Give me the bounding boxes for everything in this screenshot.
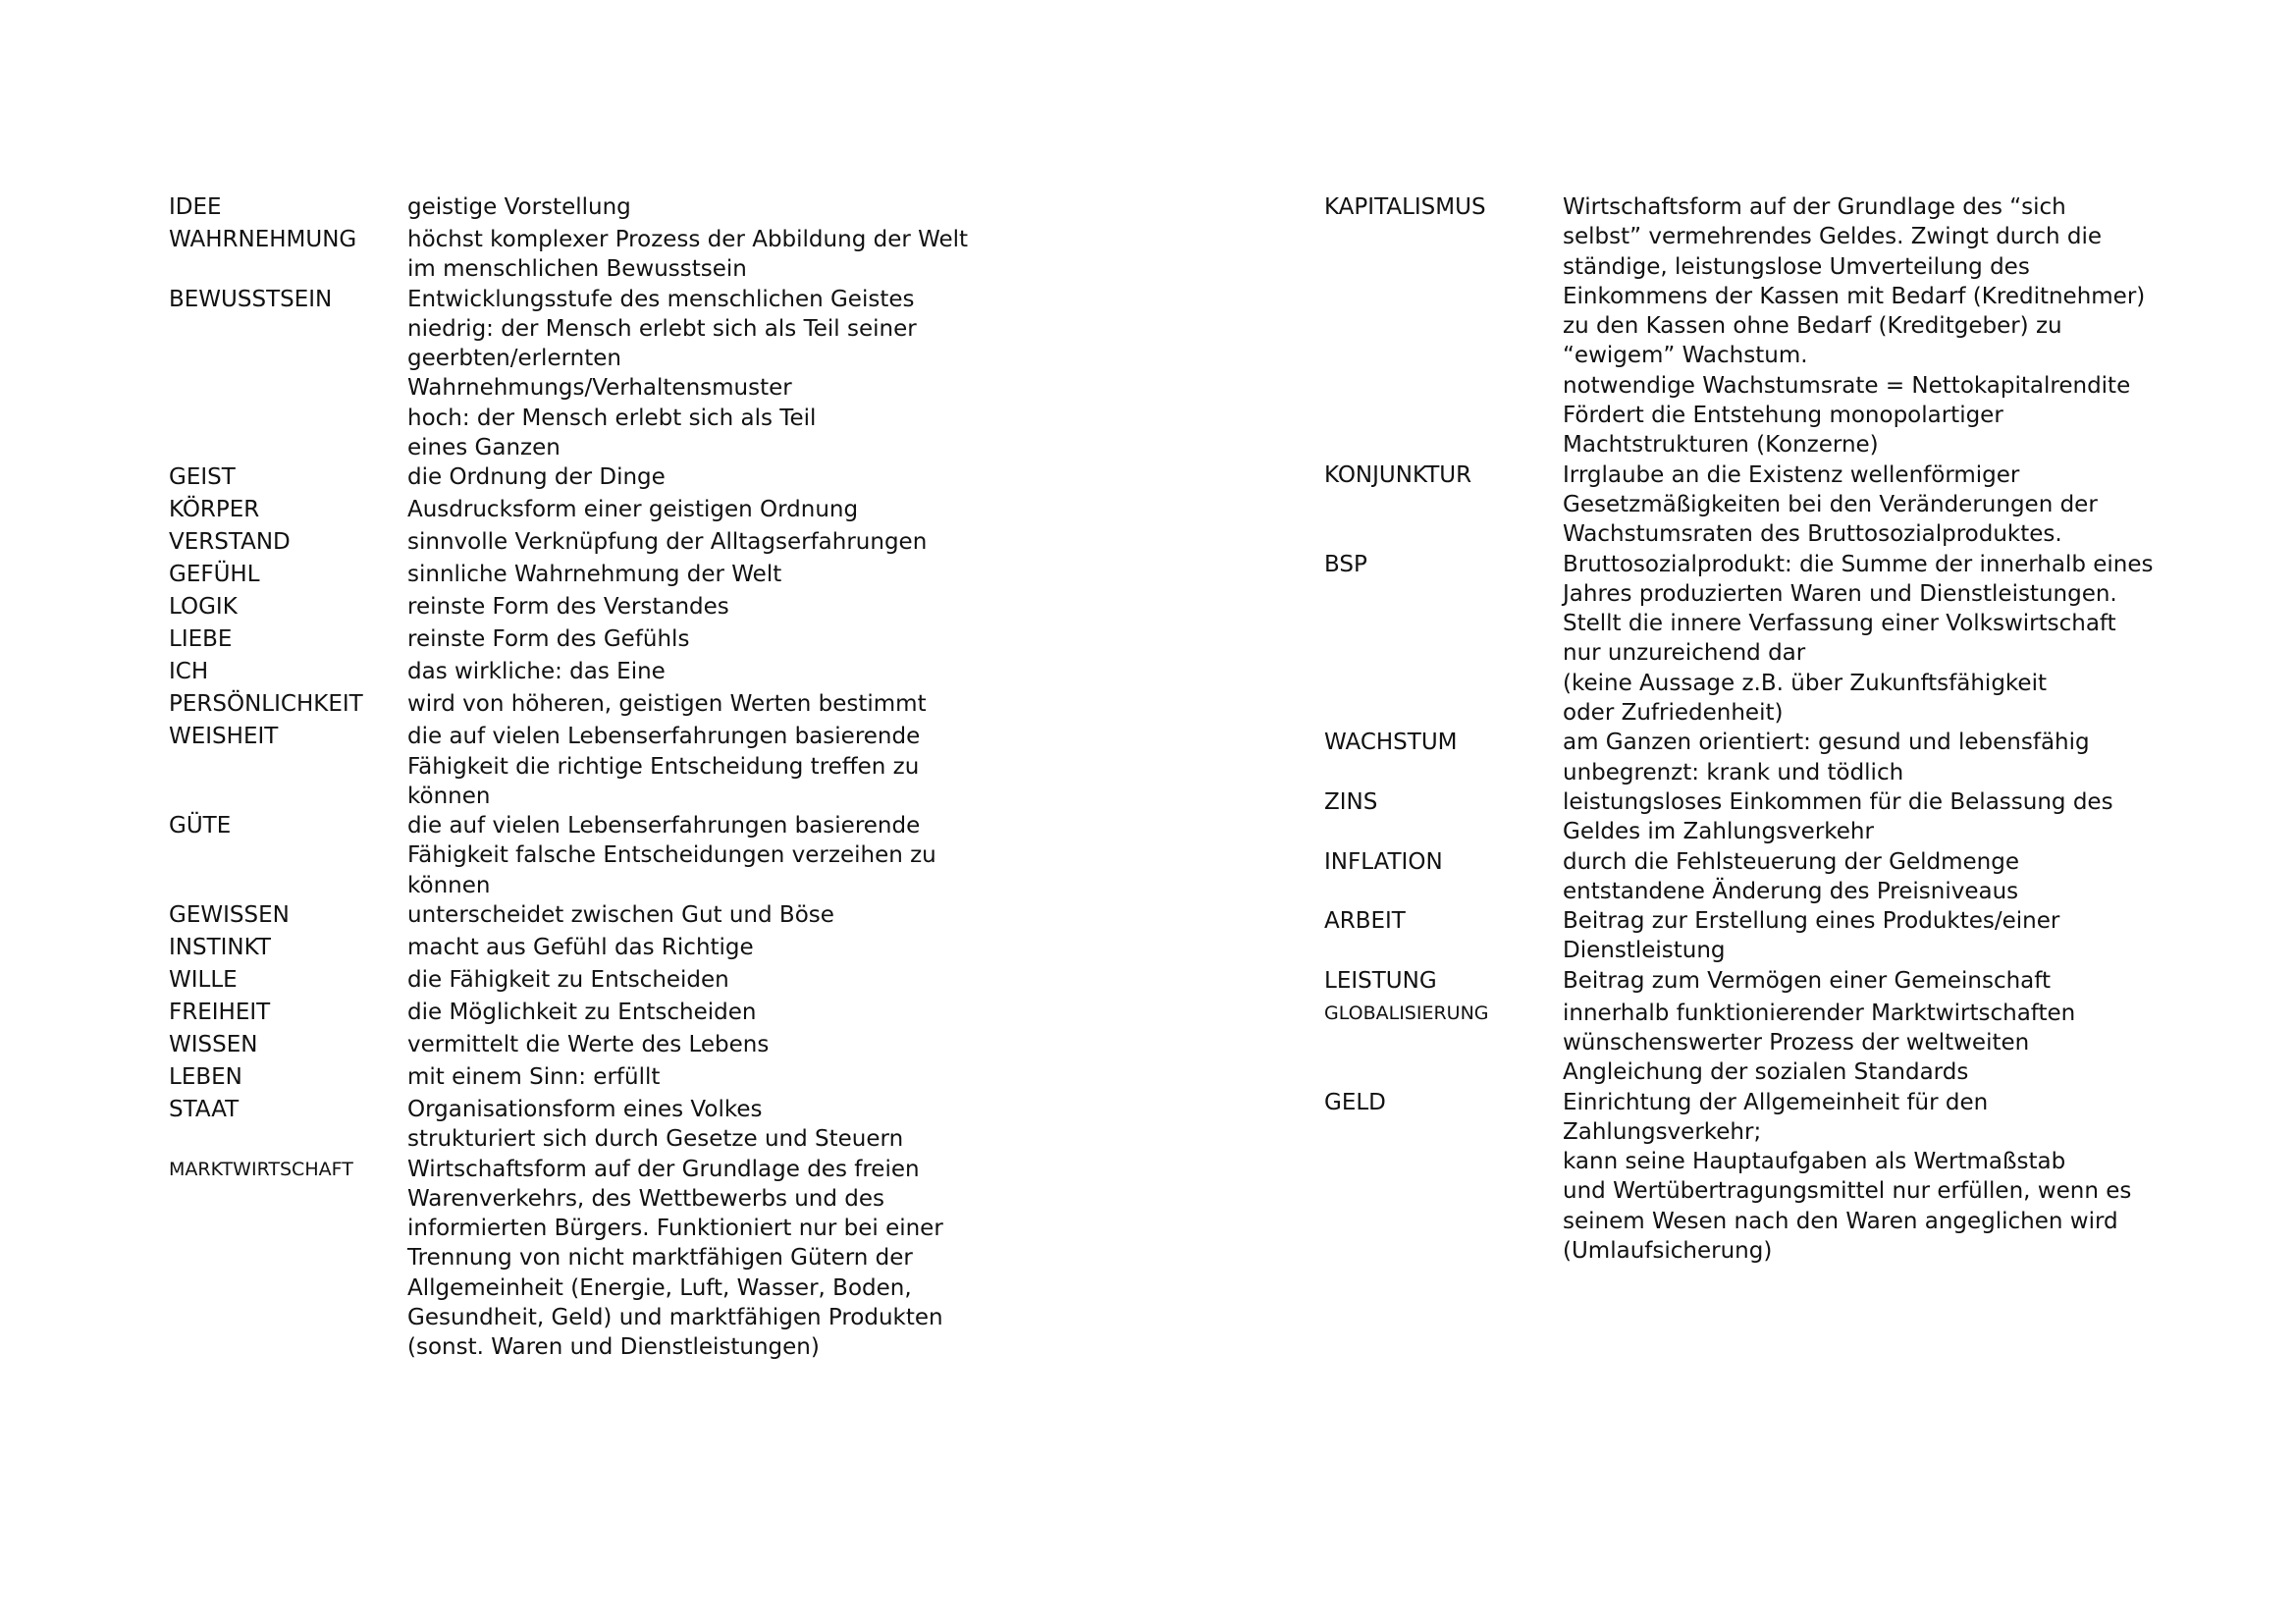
glossary-term: MARKTWIRTSCHAFT: [169, 1158, 353, 1180]
definition-line: reinste Form des Gefühls: [407, 626, 690, 653]
definition-line: Dienstleistung: [1563, 938, 1726, 964]
definition-line: wünschenswerter Prozess der weltweiten: [1563, 1030, 2030, 1056]
glossary-definition: [407, 225, 1249, 285]
definition-line: am Ganzen orientiert: gesund und lebensfähig: [1563, 730, 2090, 756]
glossary-definition: [1563, 460, 2267, 550]
glossary-definition: [1563, 728, 2267, 787]
glossary-definition: [1563, 906, 2267, 966]
definition-line: Beitrag zur Erstellung eines Produktes/einer: [1563, 908, 2060, 935]
glossary-entry: [169, 722, 1249, 811]
glossary-definition: [407, 1030, 1249, 1059]
definition-line: geistige Vorstellung: [407, 194, 631, 220]
glossary-entry: [1324, 460, 2267, 550]
glossary-entry: [169, 933, 1249, 962]
definition-line: Warenverkehrs, des Wettbewerbs und des: [407, 1185, 885, 1212]
glossary-term: INFLATION: [1324, 848, 1443, 875]
glossary-term: LIEBE: [169, 626, 233, 653]
definition-line: Angleichung der sozialen Standards: [1563, 1059, 1969, 1086]
glossary-column-right: [1324, 192, 2267, 1266]
glossary-definition: [407, 900, 1249, 930]
glossary-term: LEISTUNG: [1324, 967, 1437, 994]
glossary-definition: [407, 592, 1249, 622]
glossary-term: ZINS: [1324, 788, 1378, 815]
definition-line: die auf vielen Lebenserfahrungen basierende: [407, 724, 921, 750]
glossary-term: VERSTAND: [169, 529, 291, 556]
glossary-term: BSP: [1324, 551, 1367, 577]
definition-line: die Möglichkeit zu Entscheiden: [407, 999, 757, 1025]
definition-line: niedrig: der Mensch erlebt sich als Teil seiner: [407, 315, 917, 342]
glossary-term: IDEE: [169, 194, 222, 220]
glossary-term: WEISHEIT: [169, 724, 279, 750]
definition-line: Fähigkeit falsche Entscheidungen verzeihen zu: [407, 842, 936, 869]
glossary-entry: [169, 592, 1249, 622]
definition-line: leistungsloses Einkommen für die Belassung des: [1563, 788, 2113, 815]
glossary-term: KONJUNKTUR: [1324, 461, 1472, 488]
glossary-term: WACHSTUM: [1324, 730, 1458, 756]
definition-line: Fördert die Entstehung monopolartiger: [1563, 403, 2003, 429]
glossary-term: GEFÜHL: [169, 562, 260, 588]
glossary-term: FREIHEIT: [169, 999, 271, 1025]
definition-line: mit einem Sinn: erfüllt: [407, 1063, 661, 1090]
definition-line: (sonst. Waren und Dienstleistungen): [407, 1334, 820, 1361]
glossary-definition: [407, 1062, 1249, 1092]
definition-line: Trennung von nicht marktfähigen Gütern der: [407, 1245, 913, 1272]
glossary-entry: [1324, 966, 2267, 996]
glossary-entry: [169, 1155, 1249, 1363]
definition-line: Einkommens der Kassen mit Bedarf (Kreditnehmer): [1563, 283, 2146, 309]
glossary-entry: [169, 462, 1249, 492]
definition-line: Gesetzmäßigkeiten bei den Veränderungen der: [1563, 491, 2098, 517]
glossary-definition: [407, 285, 1249, 463]
definition-line: die Fähigkeit zu Entscheiden: [407, 966, 729, 993]
glossary-definition: [1563, 787, 2267, 847]
glossary-definition: [407, 192, 1249, 222]
definition-line: kann seine Hauptaufgaben als Wertmaßstab: [1563, 1149, 2066, 1175]
glossary-term: PERSÖNLICHKEIT: [169, 691, 363, 718]
definition-line: oder Zufriedenheit): [1563, 700, 1784, 727]
definition-line: können: [407, 783, 491, 809]
glossary-entry: [169, 624, 1249, 654]
glossary-definition: [407, 624, 1249, 654]
glossary-entry: [1324, 550, 2267, 729]
definition-line: können: [407, 872, 491, 898]
glossary-entry: [169, 1030, 1249, 1059]
glossary-entry: [1324, 999, 2267, 1088]
glossary-entry: [1324, 906, 2267, 966]
glossary-entry: [169, 527, 1249, 557]
definition-line: Irrglaube an die Existenz wellenförmiger: [1563, 461, 2020, 488]
glossary-term: GELD: [1324, 1089, 1386, 1115]
definition-line: reinste Form des Verstandes: [407, 594, 729, 621]
definition-line: Beitrag zum Vermögen einer Gemeinschaft: [1563, 967, 2051, 994]
glossary-entry: [1324, 192, 2267, 460]
definition-line: Einrichtung der Allgemeinheit für den: [1563, 1089, 1989, 1115]
glossary-column-left: [169, 192, 1249, 1363]
definition-line: strukturiert sich durch Gesetze und Steuern: [407, 1126, 904, 1153]
glossary-term: WISSEN: [169, 1031, 258, 1057]
glossary-entry: [169, 495, 1249, 524]
definition-line: (Umlaufsicherung): [1563, 1238, 1773, 1265]
glossary-term: WAHRNEHMUNG: [169, 226, 357, 252]
glossary-definition: [407, 1155, 1249, 1363]
glossary-term: ARBEIT: [1324, 908, 1406, 935]
definition-line: Wirtschaftsform auf der Grundlage des “sich: [1563, 194, 2066, 220]
glossary-definition: [407, 657, 1249, 686]
definition-line: Zahlungsverkehr;: [1563, 1118, 1762, 1145]
definition-line: innerhalb funktionierender Marktwirtschaften: [1563, 1000, 2076, 1026]
definition-line: Machtstrukturen (Konzerne): [1563, 432, 1879, 459]
glossary-entry: [169, 225, 1249, 285]
glossary-entry: [169, 811, 1249, 900]
definition-line: das wirkliche: das Eine: [407, 659, 666, 685]
glossary-definition: [407, 462, 1249, 492]
glossary-definition: [1563, 1088, 2267, 1267]
glossary-entry: [1324, 728, 2267, 787]
definition-line: macht aus Gefühl das Richtige: [407, 935, 754, 960]
definition-line: Wachstumsraten des Bruttosozialproduktes.: [1563, 521, 2062, 548]
glossary-definition: [1563, 847, 2267, 907]
glossary-definition: [407, 722, 1249, 811]
glossary-definition: [407, 811, 1249, 900]
glossary-term: LEBEN: [169, 1063, 242, 1090]
definition-line: ständige, leistungslose Umverteilung des: [1563, 253, 2030, 280]
glossary-term: BEWUSSTSEIN: [169, 286, 333, 312]
definition-line: höchst komplexer Prozess der Abbildung der Welt: [407, 226, 969, 252]
glossary-definition: [407, 998, 1249, 1027]
definition-line: “ewigem” Wachstum.: [1563, 343, 1808, 369]
glossary-term: WILLE: [169, 966, 238, 993]
glossary-entry: [169, 657, 1249, 686]
definition-line: Allgemeinheit (Energie, Luft, Wasser, Boden,: [407, 1274, 912, 1301]
definition-line: entstandene Änderung des Preisniveaus: [1563, 878, 2019, 904]
definition-line: Fähigkeit die richtige Entscheidung treffen zu: [407, 753, 920, 780]
glossary-entry: [169, 1062, 1249, 1092]
glossary-entry: [169, 192, 1249, 222]
glossary-entry: [169, 965, 1249, 995]
definition-line: durch die Fehlsteuerung der Geldmenge: [1563, 848, 2019, 875]
glossary-definition: [407, 965, 1249, 995]
definition-line: notwendige Wachstumsrate = Nettokapitalrendite: [1563, 372, 2131, 399]
glossary-definition: [407, 527, 1249, 557]
glossary-entry: [169, 560, 1249, 589]
definition-line: nur unzureichend dar: [1563, 640, 1806, 667]
definition-line: Organisationsform eines Volkes: [407, 1096, 763, 1122]
definition-line: Wahrnehmungs/Verhaltensmuster: [407, 375, 792, 402]
glossary-entry: [169, 998, 1249, 1027]
definition-line: sinnvolle Verknüpfung der Alltagserfahrungen: [407, 529, 928, 556]
definition-line: informierten Bürgers. Funktioniert nur bei einer: [407, 1216, 943, 1242]
glossary-term: ICH: [169, 659, 209, 685]
glossary-entry: [1324, 787, 2267, 847]
glossary-term: GEWISSEN: [169, 902, 290, 929]
glossary-term: STAAT: [169, 1096, 240, 1122]
definition-line: hoch: der Mensch erlebt sich als Teil: [407, 405, 817, 431]
definition-line: sinnliche Wahrnehmung der Welt: [407, 562, 782, 588]
definition-line: Wirtschaftsform auf der Grundlage des freien: [407, 1156, 920, 1182]
glossary-term: KÖRPER: [169, 497, 260, 523]
glossary-term: LOGIK: [169, 594, 238, 621]
glossary-entry: [1324, 1088, 2267, 1267]
definition-line: zu den Kassen ohne Bedarf (Kreditgeber) zu: [1563, 313, 2062, 340]
definition-line: geerbten/erlernten: [407, 346, 621, 372]
glossary-definition: [1563, 966, 2267, 996]
definition-line: wird von höheren, geistigen Werten bestimmt: [407, 691, 927, 718]
glossary-term: GEIST: [169, 464, 236, 491]
glossary-definition: [407, 495, 1249, 524]
definition-line: Entwicklungsstufe des menschlichen Geistes: [407, 286, 915, 312]
definition-line: unbegrenzt: krank und tödlich: [1563, 759, 1904, 785]
definition-line: selbst” vermehrendes Geldes. Zwingt durch die: [1563, 224, 2103, 250]
glossary-definition: [1563, 999, 2267, 1088]
glossary-entry: [169, 689, 1249, 719]
glossary-term: GÜTE: [169, 813, 232, 839]
definition-line: im menschlichen Bewusstsein: [407, 256, 747, 283]
definition-line: die auf vielen Lebenserfahrungen basierende: [407, 813, 921, 839]
glossary-definition: [407, 933, 1249, 962]
glossary-definition: [407, 689, 1249, 719]
definition-line: Jahres produzierten Waren und Dienstleistungen.: [1563, 580, 2117, 607]
definition-line: (keine Aussage z.B. über Zukunftsfähigkeit: [1563, 670, 2047, 696]
glossary-entry: [169, 900, 1249, 930]
glossary-term: KAPITALISMUS: [1324, 194, 1486, 220]
definition-line: die Ordnung der Dinge: [407, 464, 666, 491]
definition-line: Geldes im Zahlungsverkehr: [1563, 819, 1874, 845]
glossary-definition: [407, 1095, 1249, 1155]
definition-line: vermittelt die Werte des Lebens: [407, 1031, 770, 1057]
definition-line: und Wertübertragungsmittel nur erfüllen, wenn es: [1563, 1178, 2132, 1205]
definition-line: unterscheidet zwischen Gut und Böse: [407, 902, 834, 929]
glossary-definition: [1563, 192, 2267, 460]
definition-line: Bruttosozialprodukt: die Summe der innerhalb eines: [1563, 551, 2154, 577]
definition-line: Gesundheit, Geld) und marktfähigen Produkten: [407, 1305, 943, 1330]
glossary-entry: [169, 1095, 1249, 1155]
definition-line: Ausdrucksform einer geistigen Ordnung: [407, 497, 859, 523]
glossary-entry: [169, 285, 1249, 463]
glossary-term: INSTINKT: [169, 935, 271, 960]
definition-line: eines Ganzen: [407, 435, 561, 461]
glossary-definition: [407, 560, 1249, 589]
definition-line: Stellt die innere Verfassung einer Volkswirtschaft: [1563, 611, 2116, 637]
glossary-entry: [1324, 847, 2267, 907]
glossary-term: GLOBALISIERUNG: [1324, 1001, 1489, 1024]
definition-line: seinem Wesen nach den Waren angeglichen wird: [1563, 1208, 2118, 1234]
glossary-definition: [1563, 550, 2267, 729]
